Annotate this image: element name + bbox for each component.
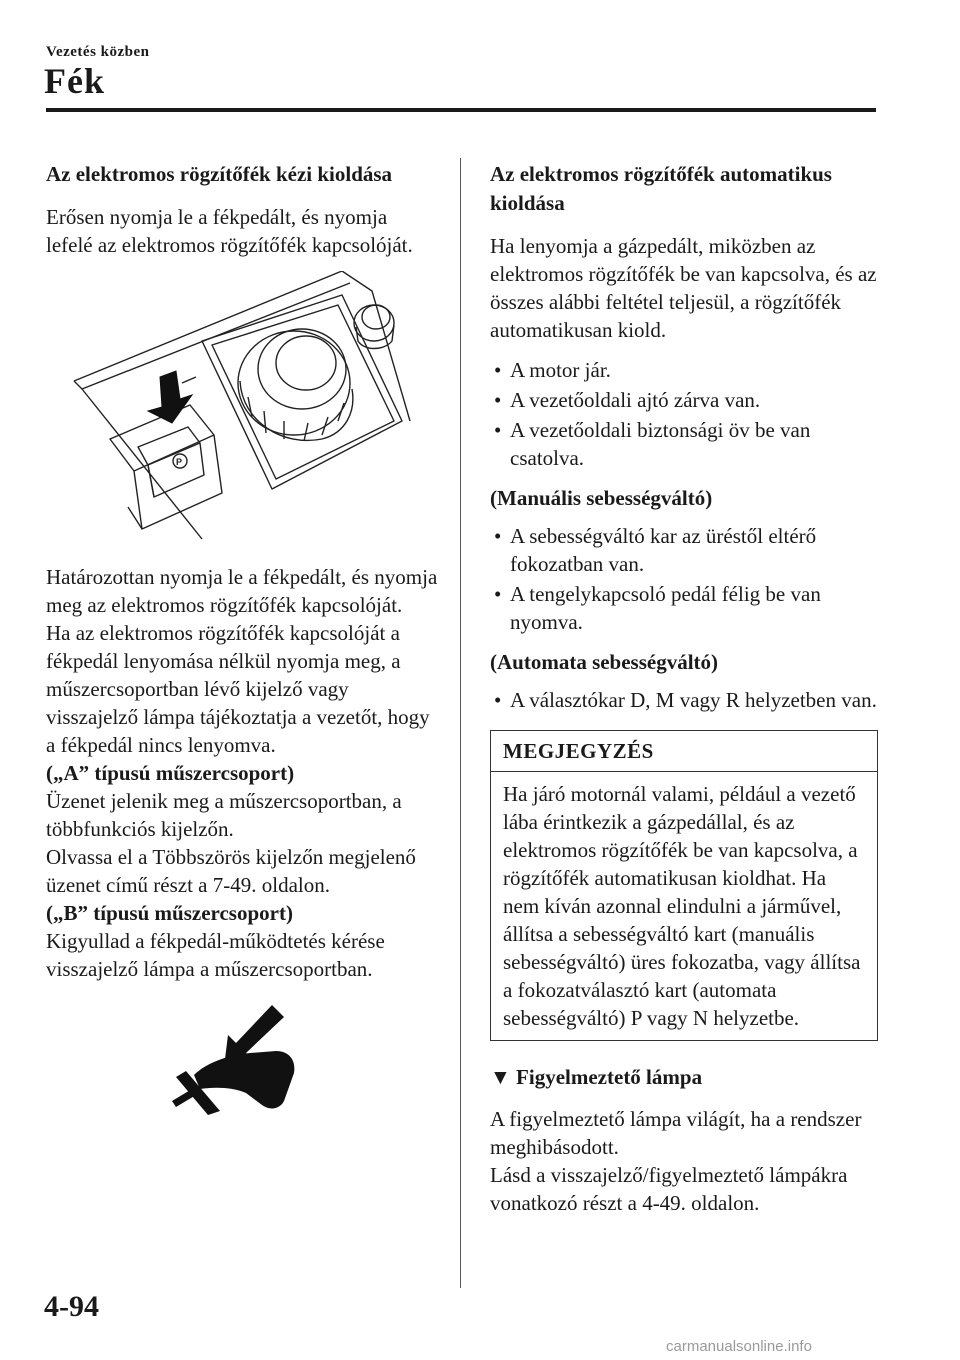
warning-light-text-2: Lásd a visszajelző/figyelmeztető lámpákra vonatkozó részt a 4-49. oldalon. bbox=[490, 1163, 848, 1215]
cluster-type-b-text: Kigyullad a fékpedál-működtetés kérése visszajelző lámpa a műszercsoportban. bbox=[46, 929, 385, 981]
auto-release-conditions bbox=[490, 356, 878, 472]
right-column bbox=[490, 160, 878, 1217]
left-column bbox=[46, 160, 438, 1115]
list-item: • A vezetőoldali biztonsági öv be van csatolva. bbox=[494, 418, 811, 470]
note-title: MEGJEGYZÉS bbox=[491, 731, 877, 772]
manual-transmission-heading: (Manuális sebességváltó) bbox=[490, 486, 713, 510]
warning-light-text-1: A figyelmeztető lámpa világít, ha a rendszer meghibásodott. bbox=[490, 1107, 862, 1159]
watermark: carmanualsonline.info bbox=[666, 1338, 812, 1355]
list-item: • A motor jár. bbox=[494, 358, 611, 382]
automatic-transmission-heading: (Automata sebességváltó) bbox=[490, 650, 719, 674]
automatic-transmission-conditions bbox=[490, 686, 878, 714]
column-divider bbox=[460, 158, 461, 1288]
header-rule bbox=[46, 108, 876, 112]
auto-release-text: Ha lenyomja a gázpedált, miközben az elektromos rögzítőfék be van kapcsolva, és az összes alábbi feltétel teljesül, a rögzítőfék automatikusan kiold. bbox=[490, 234, 877, 342]
press-down-arrow-icon bbox=[148, 371, 192, 423]
auto-release-heading: Az elektromos rögzítőfék automatikus kioldása bbox=[490, 162, 832, 215]
triangle-down-icon: ▼ bbox=[490, 1065, 511, 1089]
page-number: 4-94 bbox=[44, 1290, 99, 1323]
list-item: • A sebességváltó kar az üréstől eltérő fokozatban van. bbox=[494, 524, 817, 576]
brake-pedal-request-indicator-icon bbox=[172, 1005, 302, 1115]
warning-light-heading bbox=[490, 1063, 878, 1091]
switch-p-label: P bbox=[176, 457, 183, 467]
warning-light-heading-text: Figyelmeztető lámpa bbox=[516, 1065, 703, 1089]
cluster-type-a-text-1: Üzenet jelenik meg a műszercsoportban, a többfunkciós kijelzőn. bbox=[46, 789, 402, 841]
cluster-type-a-text-2: Olvassa el a Többszörös kijelzőn megjelenő üzenet című részt a 7-49. oldalon. bbox=[46, 845, 416, 897]
note-box bbox=[490, 730, 878, 1041]
note-text: Ha járó motornál valami, például a vezető lába érintkezik a gázpedállal, és az elektromos rögzítőfék be van kapcsolva, a rögzítőfék automatikusan kioldhat. Ha nem kíván azonnal elindulni a járművel, állítsa a sebességváltó kart (manuális sebességváltó) üres fokozatba, vagy állítsa a fokozatválasztó kart (automata sebességváltó) P vagy N helyzetbe. bbox=[503, 782, 861, 1030]
page-title: Fék bbox=[44, 61, 105, 101]
section-label: Vezetés közben bbox=[46, 44, 150, 60]
list-item: • A választókar D, M vagy R helyzetben van. bbox=[494, 688, 877, 712]
cluster-type-b-heading: („B” típusú műszercsoport) bbox=[46, 901, 293, 925]
manual-transmission-conditions bbox=[490, 522, 878, 636]
cluster-type-a-heading: („A” típusú műszercsoport) bbox=[46, 761, 295, 785]
manual-release-text-2: Határozottan nyomja le a fékpedált, és nyomja meg az elektromos rögzítőfék kapcsolóját. bbox=[46, 565, 438, 617]
manual-release-heading: Az elektromos rögzítőfék kézi kioldása bbox=[46, 162, 393, 186]
manual-release-text-3: Ha az elektromos rögzítőfék kapcsolóját a fékpedál lenyomása nélkül nyomja meg, a műszercsoportban lévő kijelző vagy visszajelző lámpa tájékoztatja a vezetőt, hogy a fékpedál nincs lenyomva. bbox=[46, 621, 430, 757]
manual-release-text-1: Erősen nyomja le a fékpedált, és nyomja lefelé az elektromos rögzítőfék kapcsolóját. bbox=[46, 205, 413, 257]
parking-brake-switch-illustration bbox=[72, 271, 412, 549]
list-item: • A vezetőoldali ajtó zárva van. bbox=[494, 388, 761, 412]
list-item: • A tengelykapcsoló pedál félig be van nyomva. bbox=[494, 582, 821, 634]
